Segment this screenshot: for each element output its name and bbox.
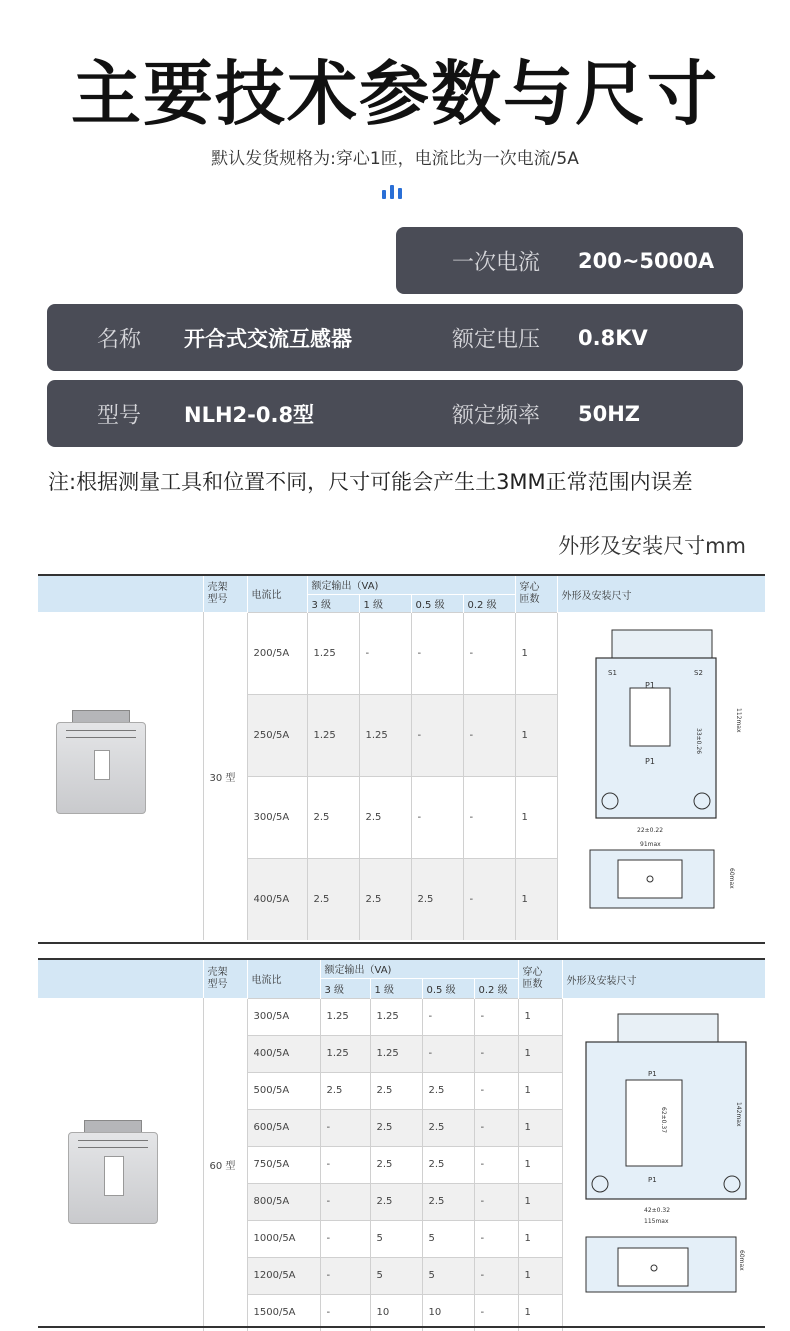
- header-class1: 1 级: [359, 594, 411, 612]
- class3-cell: 1.25: [307, 612, 359, 694]
- rated-freq-label: 额定频率: [452, 403, 541, 428]
- class02-cell: -: [474, 1035, 518, 1072]
- class3-cell: -: [320, 1220, 370, 1257]
- turns-cell: 1: [518, 1072, 562, 1109]
- svg-text:60max: 60max: [728, 868, 735, 889]
- turns-cell: 1: [515, 612, 557, 694]
- class05-cell: 2.5: [422, 1146, 474, 1183]
- class3-cell: -: [320, 1183, 370, 1220]
- class05-cell: 2.5: [422, 1183, 474, 1220]
- name-label: 名称: [97, 327, 142, 352]
- turns-cell: 1: [515, 776, 557, 858]
- class3-cell: -: [320, 1146, 370, 1183]
- class3-cell: -: [320, 1294, 370, 1331]
- header-ratio: 电流比: [247, 576, 307, 612]
- class02-cell: -: [474, 1257, 518, 1294]
- header-class1: 1 级: [370, 978, 422, 998]
- class1-cell: 1.25: [370, 1035, 422, 1072]
- turns-cell: 1: [518, 1109, 562, 1146]
- class3-cell: 2.5: [307, 776, 359, 858]
- class05-cell: 2.5: [422, 1072, 474, 1109]
- class02-cell: -: [474, 1220, 518, 1257]
- class02-cell: -: [463, 612, 515, 694]
- class1-cell: 2.5: [370, 1109, 422, 1146]
- class3-cell: 2.5: [320, 1072, 370, 1109]
- class1-cell: 5: [370, 1220, 422, 1257]
- svg-text:S1: S1: [608, 669, 617, 677]
- class02-cell: -: [463, 694, 515, 776]
- model-freq-pill: [47, 380, 743, 447]
- class1-cell: 10: [370, 1294, 422, 1331]
- product-photo-60: [68, 1120, 158, 1224]
- header-rated-output: 额定输出（VA): [320, 960, 518, 978]
- class1-cell: -: [359, 612, 411, 694]
- svg-text:S2: S2: [694, 669, 703, 677]
- class3-cell: 1.25: [320, 1035, 370, 1072]
- turns-cell: 1: [515, 694, 557, 776]
- ratio-cell: 200/5A: [247, 612, 307, 694]
- dimension-drawing-60: [582, 1012, 752, 1317]
- class02-cell: -: [474, 1294, 518, 1331]
- ratio-cell: 1200/5A: [247, 1257, 320, 1294]
- svg-text:142max: 142max: [735, 1102, 742, 1127]
- model-label: 型号: [97, 403, 142, 428]
- turns-cell: 1: [518, 1294, 562, 1331]
- table2-bottom-rule: [38, 1326, 765, 1328]
- class02-cell: -: [474, 1072, 518, 1109]
- class02-cell: -: [474, 1183, 518, 1220]
- svg-text:115max: 115max: [644, 1218, 669, 1225]
- header-frame: 壳架 型号: [203, 960, 247, 998]
- header-turns: 穿心 匝数: [518, 960, 562, 998]
- class05-cell: -: [411, 776, 463, 858]
- class3-cell: -: [320, 1257, 370, 1294]
- ratio-cell: 500/5A: [247, 1072, 320, 1109]
- class3-cell: 1.25: [320, 998, 370, 1035]
- header-class02: 0.2 级: [463, 594, 515, 612]
- subtitle: 默认发货规格为:穿心1匝，电流比为一次电流/5A: [211, 149, 579, 169]
- class05-cell: -: [411, 612, 463, 694]
- turns-cell: 1: [518, 1035, 562, 1072]
- class3-cell: -: [320, 1109, 370, 1146]
- svg-text:P1: P1: [645, 681, 655, 690]
- ratio-cell: 1000/5A: [247, 1220, 320, 1257]
- class1-cell: 1.25: [359, 694, 411, 776]
- turns-cell: 1: [515, 858, 557, 940]
- svg-text:112max: 112max: [735, 708, 742, 733]
- class05-cell: 2.5: [422, 1109, 474, 1146]
- model-value: NLH2-0.8型: [184, 402, 315, 427]
- bars-icon: [382, 183, 410, 199]
- dimension-title: 外形及安装尺寸mm: [558, 534, 746, 558]
- class02-cell: -: [474, 1109, 518, 1146]
- svg-text:60max: 60max: [738, 1250, 745, 1271]
- ratio-cell: 600/5A: [247, 1109, 320, 1146]
- header-dims: 外形及安装尺寸: [562, 960, 765, 998]
- class05-cell: -: [411, 694, 463, 776]
- header-class02: 0.2 级: [474, 978, 518, 998]
- class3-cell: 1.25: [307, 694, 359, 776]
- class02-cell: -: [463, 858, 515, 940]
- frame-cell: 60 型: [203, 998, 247, 1331]
- turns-cell: 1: [518, 1146, 562, 1183]
- svg-text:P1: P1: [645, 757, 655, 766]
- primary-current-label: 一次电流: [452, 250, 541, 275]
- class05-cell: 5: [422, 1257, 474, 1294]
- header-rated-output: 额定输出（VA): [307, 576, 515, 594]
- class02-cell: -: [474, 1146, 518, 1183]
- primary-current-value: 200~5000A: [578, 248, 715, 273]
- frame-cell: 30 型: [203, 612, 247, 940]
- product-photo-30: [56, 710, 146, 814]
- dimension-drawing-30: [582, 628, 752, 928]
- ratio-cell: 400/5A: [247, 1035, 320, 1072]
- header-turns: 穿心 匝数: [515, 576, 557, 612]
- ratio-cell: 300/5A: [247, 776, 307, 858]
- class02-cell: -: [463, 776, 515, 858]
- turns-cell: 1: [518, 1183, 562, 1220]
- class3-cell: 2.5: [307, 858, 359, 940]
- class1-cell: 2.5: [370, 1072, 422, 1109]
- ratio-cell: 250/5A: [247, 694, 307, 776]
- header-ratio: 电流比: [247, 960, 320, 998]
- class02-cell: -: [474, 998, 518, 1035]
- table1-bottom-rule: [38, 942, 765, 944]
- class05-cell: 10: [422, 1294, 474, 1331]
- class1-cell: 2.5: [359, 776, 411, 858]
- class05-cell: -: [422, 998, 474, 1035]
- class1-cell: 5: [370, 1257, 422, 1294]
- svg-text:P1: P1: [648, 1070, 657, 1078]
- header-class3: 3 级: [307, 594, 359, 612]
- ratio-cell: 300/5A: [247, 998, 320, 1035]
- header-class05: 0.5 级: [422, 978, 474, 998]
- name-value: 开合式交流互感器: [184, 326, 352, 351]
- class05-cell: -: [422, 1035, 474, 1072]
- ratio-cell: 800/5A: [247, 1183, 320, 1220]
- rated-voltage-value: 0.8KV: [578, 325, 648, 350]
- turns-cell: 1: [518, 1257, 562, 1294]
- ratio-cell: 400/5A: [247, 858, 307, 940]
- name-voltage-pill: [47, 304, 743, 371]
- svg-text:P1: P1: [648, 1176, 657, 1184]
- rated-voltage-label: 额定电压: [452, 327, 541, 352]
- svg-text:91max: 91max: [640, 841, 661, 848]
- header-class05: 0.5 级: [411, 594, 463, 612]
- class1-cell: 2.5: [359, 858, 411, 940]
- class1-cell: 2.5: [370, 1183, 422, 1220]
- svg-text:33±0.26: 33±0.26: [695, 728, 702, 755]
- turns-cell: 1: [518, 1220, 562, 1257]
- turns-cell: 1: [518, 998, 562, 1035]
- header-dims: 外形及安装尺寸: [557, 576, 765, 612]
- page-title: 主要技术参数与尺寸: [71, 53, 719, 135]
- class1-cell: 2.5: [370, 1146, 422, 1183]
- tolerance-note: 注:根据测量工具和位置不同，尺寸可能会产生土3MM正常范围内误差: [48, 470, 693, 494]
- svg-text:42±0.32: 42±0.32: [644, 1207, 671, 1214]
- svg-text:62±0.37: 62±0.37: [660, 1107, 667, 1134]
- ratio-cell: 750/5A: [247, 1146, 320, 1183]
- ratio-cell: 1500/5A: [247, 1294, 320, 1331]
- rated-freq-value: 50HZ: [578, 401, 641, 426]
- header-frame: 壳架 型号: [203, 576, 247, 612]
- class1-cell: 1.25: [370, 998, 422, 1035]
- primary-current-pill: [396, 227, 743, 294]
- class05-cell: 2.5: [411, 858, 463, 940]
- header-class3: 3 级: [320, 978, 370, 998]
- class05-cell: 5: [422, 1220, 474, 1257]
- svg-text:22±0.22: 22±0.22: [637, 827, 664, 834]
